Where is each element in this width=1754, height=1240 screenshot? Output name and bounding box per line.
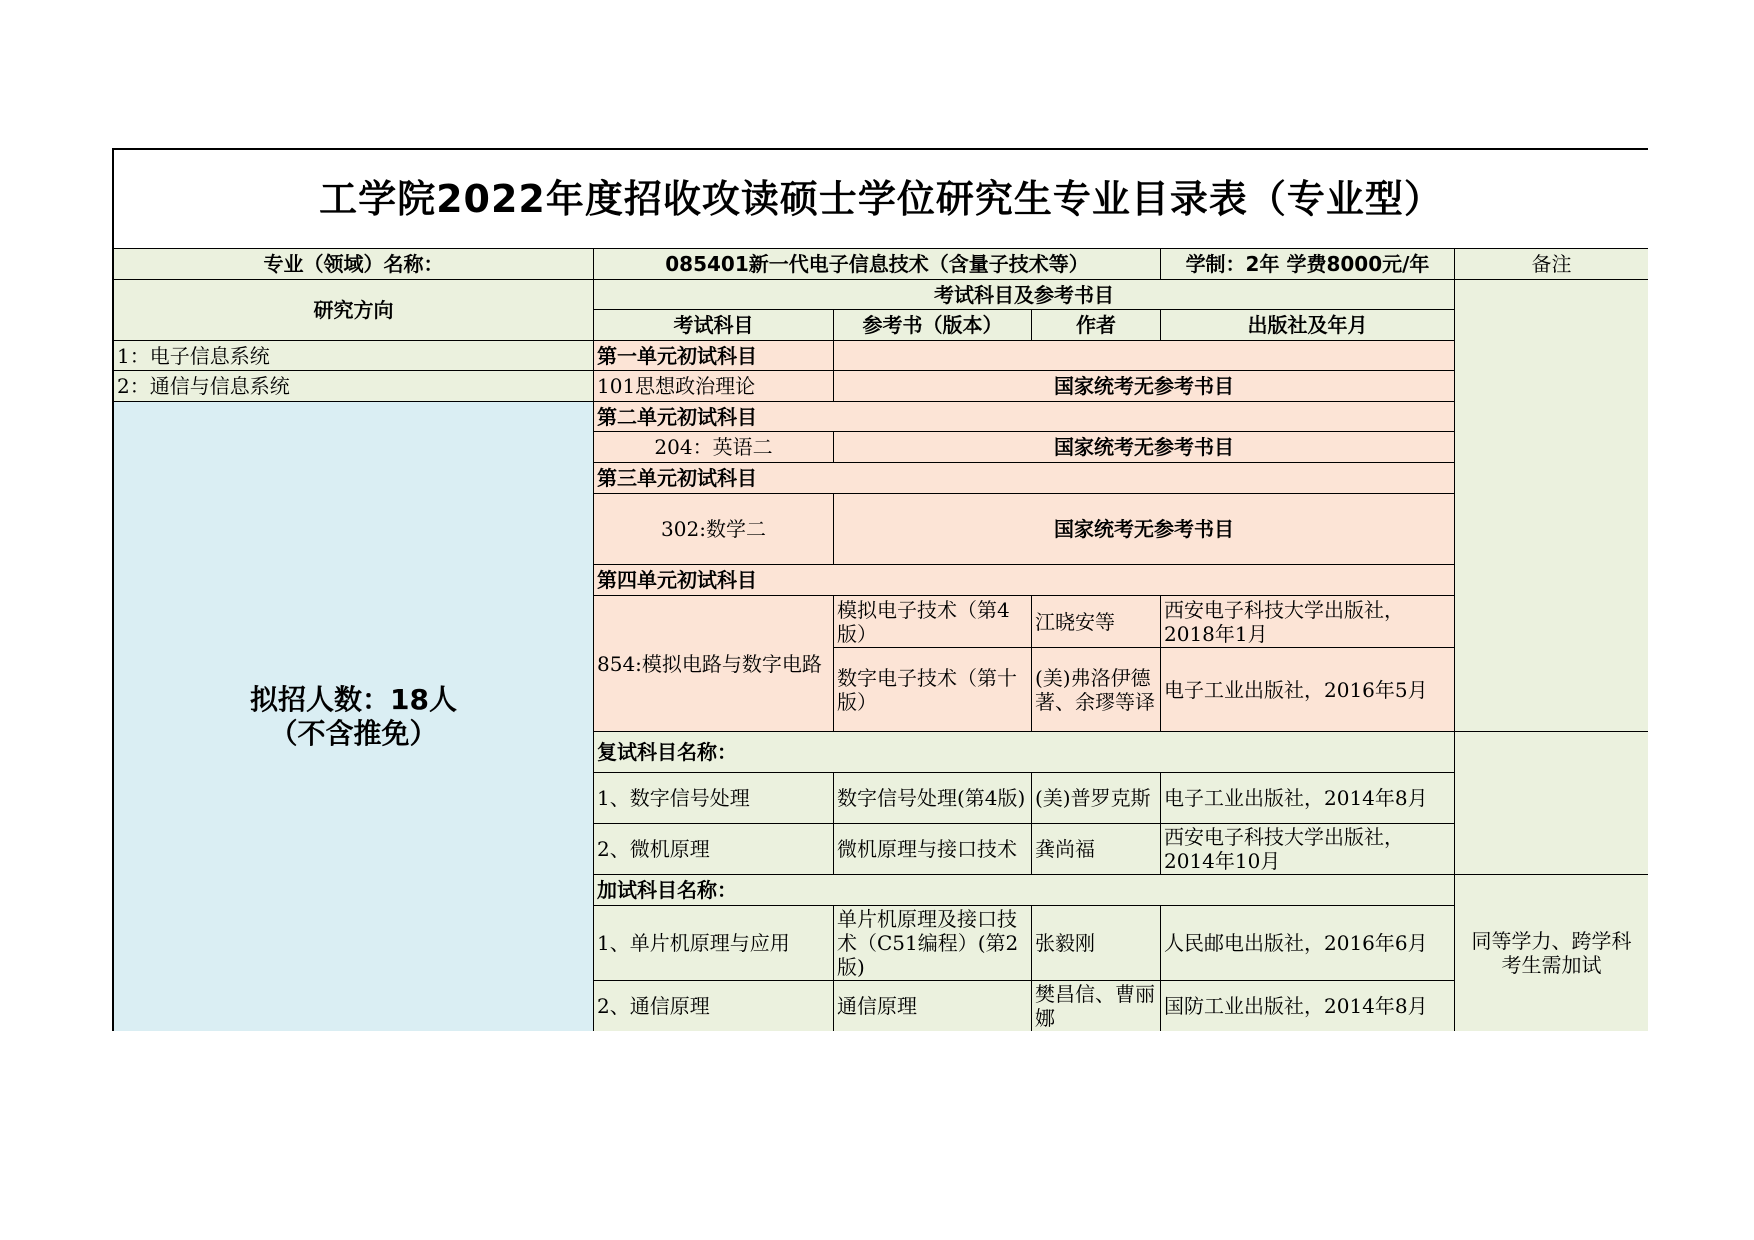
unit4-label: 第四单元初试科目 [594,565,1455,596]
page-title: 工学院2022年度招收攻读硕士学位研究生专业目录表（专业型） [114,150,1648,249]
unit2-no-reference: 国家统考无参考书目 [834,432,1455,463]
remarks-label: 备注 [1455,249,1648,280]
unit4-subject: 854:模拟电路与数字电路 [594,596,834,732]
catalog-table [112,148,1648,1031]
retest-publisher-2: 西安电子科技大学出版社，2014年10月 [1161,824,1455,875]
additional-book-1: 单片机原理及接口技术（C51编程）(第2版) [834,906,1032,981]
subject-header: 考试科目 [594,310,834,341]
publisher-header: 出版社及年月 [1161,310,1455,341]
retest-subject-1: 1、数字信号处理 [594,773,834,824]
additional-publisher-2: 国防工业出版社，2014年8月 [1161,981,1455,1031]
duration-fee: 学制：2年 学费8000元/年 [1161,249,1455,280]
unit4-book-2: 数字电子技术（第十版） [834,648,1032,732]
unit1-subject: 101思想政治理论 [594,371,834,402]
additional-author-1: 张毅刚 [1032,906,1161,981]
remarks-cell-retest [1455,732,1648,875]
enrollment-block [114,402,594,1031]
research-direction-header: 研究方向 [114,280,594,341]
major-value: 085401新一代电子信息技术（含量子技术等） [594,249,1161,280]
retest-label: 复试科目名称： [594,732,1455,773]
remarks-cell-initial [1455,280,1648,732]
retest-subject-2: 2、微机原理 [594,824,834,875]
book-header: 参考书（版本） [834,310,1032,341]
additional-subject-2: 2、通信原理 [594,981,834,1031]
unit1-no-reference: 国家统考无参考书目 [834,371,1455,402]
exam-books-header: 考试科目及参考书目 [594,280,1455,310]
unit3-label: 第三单元初试科目 [594,463,1455,494]
unit4-publisher-2: 电子工业出版社，2016年5月 [1161,648,1455,732]
unit3-subject: 302:数学二 [594,494,834,565]
major-label: 专业（领域）名称： [114,249,594,280]
retest-author-1: (美)普罗克斯 [1032,773,1161,824]
unit4-author-1: 江晓安等 [1032,596,1161,648]
enrollment-count: 拟招人数：18人 [250,682,457,716]
additional-publisher-1: 人民邮电出版社，2016年6月 [1161,906,1455,981]
unit1-label: 第一单元初试科目 [594,341,834,371]
enrollment-note: （不含推免） [269,716,438,750]
additional-label: 加试科目名称： [594,875,1455,906]
additional-book-2: 通信原理 [834,981,1032,1031]
unit4-book-1: 模拟电子技术（第4版） [834,596,1032,648]
retest-publisher-1: 电子工业出版社，2014年8月 [1161,773,1455,824]
direction-2: 2：通信与信息系统 [114,371,594,402]
author-header: 作者 [1032,310,1161,341]
retest-author-2: 龚尚福 [1032,824,1161,875]
additional-author-2: 樊昌信、曹丽娜 [1032,981,1161,1031]
remarks-cell-additional: 同等学力、跨学科考生需加试 [1455,875,1648,1031]
retest-book-2: 微机原理与接口技术 [834,824,1032,875]
retest-book-1: 数字信号处理(第4版) [834,773,1032,824]
unit3-no-reference: 国家统考无参考书目 [834,494,1455,565]
unit2-label: 第二单元初试科目 [594,402,1455,432]
unit4-publisher-1: 西安电子科技大学出版社，2018年1月 [1161,596,1455,648]
additional-subject-1: 1、单片机原理与应用 [594,906,834,981]
direction-1: 1：电子信息系统 [114,341,594,371]
unit2-subject: 204：英语二 [594,432,834,463]
unit1-blank [834,341,1455,371]
unit4-author-2: (美)弗洛伊德著、余璆等译 [1032,648,1161,732]
